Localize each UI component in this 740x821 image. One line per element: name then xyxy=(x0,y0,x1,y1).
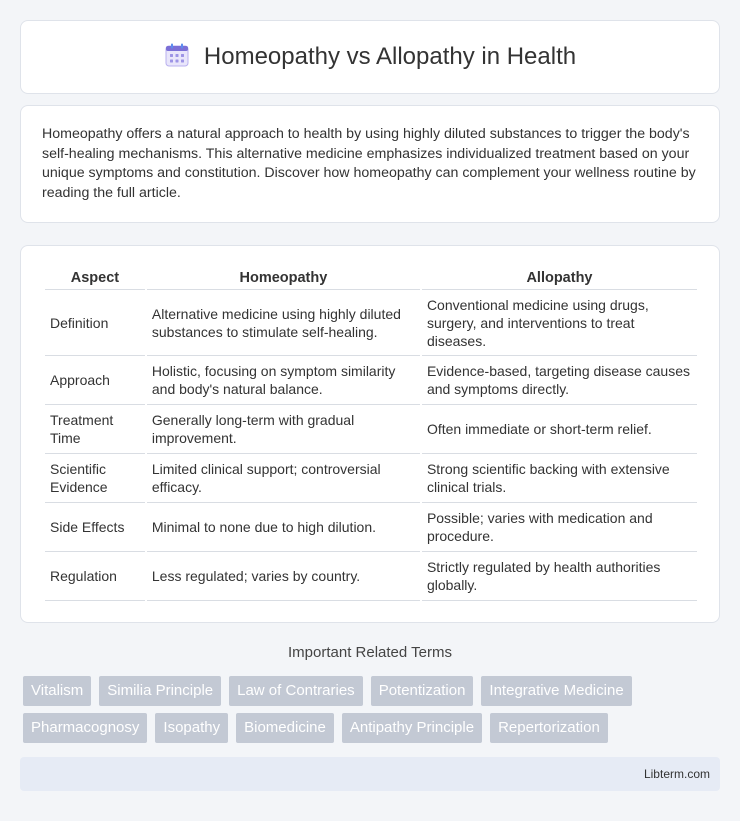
related-term-tag[interactable]: Isopathy xyxy=(155,713,228,743)
header-card xyxy=(20,20,720,94)
aspect-cell: Treatment Time xyxy=(45,405,145,454)
related-term-tag[interactable]: Potentization xyxy=(371,676,474,706)
column-header-allopathy: Allopathy xyxy=(422,266,697,290)
footer-brand-link[interactable]: Libterm.com xyxy=(643,767,710,781)
homeopathy-cell: Limited clinical support; controversial efficacy. xyxy=(147,454,420,503)
table-row xyxy=(45,552,697,601)
homeopathy-cell: Generally long-term with gradual improvement. xyxy=(147,405,420,454)
page-title: Homeopathy vs Allopathy in Health xyxy=(203,43,577,70)
allopathy-cell: Often immediate or short-term relief. xyxy=(422,405,697,454)
table-row xyxy=(45,454,697,503)
column-header-aspect: Aspect xyxy=(45,266,145,290)
related-terms-title: Important Related Terms xyxy=(288,644,452,661)
aspect-cell: Approach xyxy=(45,356,145,405)
related-term-tag[interactable]: Vitalism xyxy=(23,676,91,706)
column-header-homeopathy: Homeopathy xyxy=(147,266,420,290)
table-row xyxy=(45,290,697,356)
related-term-tag[interactable]: Similia Principle xyxy=(99,676,221,706)
comparison-table xyxy=(43,266,699,601)
related-term-tag[interactable]: Biomedicine xyxy=(236,713,334,743)
aspect-cell: Definition xyxy=(45,290,145,356)
homeopathy-cell: Alternative medicine using highly diluted substances to stimulate self-healing. xyxy=(147,290,420,356)
table-header-row xyxy=(45,266,697,290)
calendar-icon xyxy=(164,42,190,73)
comparison-card xyxy=(20,245,720,623)
intro-card xyxy=(20,105,720,223)
table-row xyxy=(45,356,697,405)
related-term-tag[interactable]: Law of Contraries xyxy=(229,676,363,706)
related-term-tag[interactable]: Integrative Medicine xyxy=(481,676,631,706)
table-row xyxy=(45,405,697,454)
allopathy-cell: Possible; varies with medication and procedure. xyxy=(422,503,697,552)
table-row xyxy=(45,503,697,552)
aspect-cell: Scientific Evidence xyxy=(45,454,145,503)
homeopathy-cell: Less regulated; varies by country. xyxy=(147,552,420,601)
allopathy-cell: Conventional medicine using drugs, surgery, and interventions to treat diseases. xyxy=(422,290,697,356)
homeopathy-cell: Holistic, focusing on symptom similarity and body's natural balance. xyxy=(147,356,420,405)
allopathy-cell: Strictly regulated by health authorities globally. xyxy=(422,552,697,601)
related-term-tag[interactable]: Pharmacognosy xyxy=(23,713,147,743)
related-term-tag[interactable]: Antipathy Principle xyxy=(342,713,482,743)
allopathy-cell: Strong scientific backing with extensive clinical trials. xyxy=(422,454,697,503)
aspect-cell: Regulation xyxy=(45,552,145,601)
aspect-cell: Side Effects xyxy=(45,503,145,552)
footer xyxy=(20,757,720,791)
related-term-tag[interactable]: Repertorization xyxy=(490,713,608,743)
related-terms-list xyxy=(23,676,723,743)
allopathy-cell: Evidence-based, targeting disease causes and symptoms directly. xyxy=(422,356,697,405)
homeopathy-cell: Minimal to none due to high dilution. xyxy=(147,503,420,552)
intro-text: Homeopathy offers a natural approach to health by using highly diluted substances to trigger the body's self-healing mechanisms. This alternative medicine emphasizes individualized treatment based on your unique symptoms and constitution. Discover how homeopathy can complement your wellness routine by reading the full article. xyxy=(42,126,696,201)
